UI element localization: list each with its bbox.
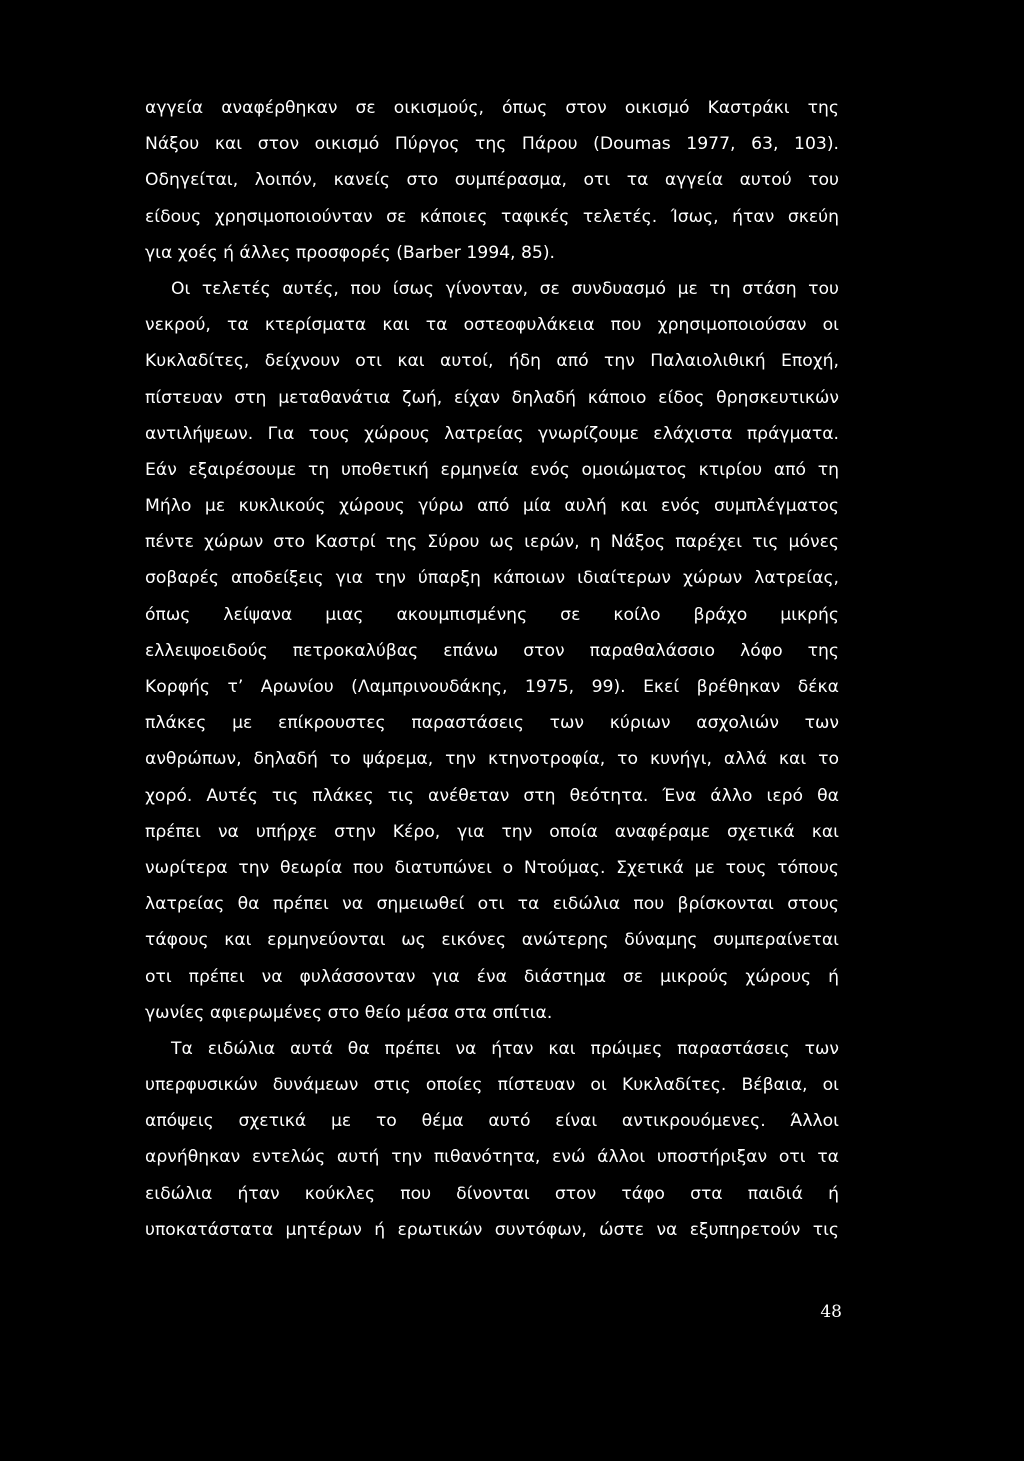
text-line: υποκατάστατα μητέρων ή ερωτικών συντόφων, ώστε να εξυπηρετούν τις	[145, 1219, 839, 1240]
text-line: αγγεία αναφέρθηκαν σε οικισμούς, όπως στον οικισμό Καστράκι της	[145, 98, 839, 118]
text-line: νεκρού, τα κτερίσματα και τα οστεοφυλάκεια που χρησιμοποιούσαν οι	[145, 315, 839, 336]
text-line: Νάξου και στον οικισμό Πύργος της Πάρου (Doumas 1977, 63, 103).	[145, 134, 839, 155]
text-line: νωρίτερα την θεωρία που διατυπώνει ο Ντούμας. Σχετικά με τους τόπους	[145, 857, 839, 878]
text-line: πίστευαν στη μεταθανάτια ζωή, είχαν δηλαδή κάποιο είδος θρησκευτικών	[145, 387, 839, 408]
text-line: ανθρώπων, δηλαδή το ψάρεμα, την κτηνοτροφία, το κυνήγι, αλλά και το	[145, 749, 839, 770]
text-line: Κορφής τ’ Αρωνίου (Λαμπρινουδάκης, 1975, 99). Εκεί βρέθηκαν δέκα	[145, 677, 839, 697]
text-line: Μήλο με κυκλικούς χώρους γύρω από μία αυλή και ενός συμπλέγματος	[145, 496, 839, 517]
text-line: είδους χρησιμοποιούνταν σε κάποιες ταφικές τελετές. Ίσως, ήταν σκεύη	[145, 206, 839, 227]
text-line: οτι πρέπει να φυλάσσονταν για ένα διάστημα σε μικρούς χώρους ή	[145, 966, 839, 987]
page-number: 48	[820, 1302, 842, 1322]
text-line: σοβαρές αποδείξεις για την ύπαρξη κάποιων ιδιαίτερων χώρων λατρείας,	[145, 568, 839, 589]
text-line: τάφους και ερμηνεύονται ως εικόνες ανώτερης δύναμης συμπεραίνεται	[145, 930, 839, 951]
text-line: πέντε χώρων στο Καστρί της Σύρου ως ιερών, η Νάξος παρέχει τις μόνες	[145, 532, 839, 553]
paragraph-1	[145, 90, 839, 271]
text-line: Οι τελετές αυτές, που ίσως γίνονταν, σε συνδυασμό με τη στάση του	[171, 278, 839, 299]
paragraph-2	[145, 271, 839, 1031]
text-line: λατρείας θα πρέπει να σημειωθεί οτι τα ειδώλια που βρίσκονται στους	[145, 894, 839, 915]
text-line: πρέπει να υπήρχε στην Κέρο, για την οποία αναφέραμε σχετικά και	[145, 821, 839, 842]
text-line: Τα ειδώλια αυτά θα πρέπει να ήταν και πρώιμες παραστάσεις των	[171, 1038, 839, 1059]
body-text	[145, 90, 839, 1248]
text-line: γωνίες αφιερωμένες στο θείο μέσα στα σπίτια.	[145, 1002, 553, 1023]
text-line: πλάκες με επίκρουστες παραστάσεις των κύριων ασχολιών των	[145, 713, 839, 734]
text-line: Κυκλαδίτες, δείχνουν οτι και αυτοί, ήδη από την Παλαιολιθική Εποχή,	[145, 351, 839, 372]
paragraph-3	[145, 1031, 839, 1248]
text-line: αντιλήψεων. Για τους χώρους λατρείας γνωρίζουμε ελάχιστα πράγματα.	[145, 423, 839, 444]
text-line: ελλειψοειδούς πετροκαλύβας επάνω στον παραθαλάσσιο λόφο της	[145, 640, 839, 661]
text-line: ειδώλια ήταν κούκλες που δίνονται στον τάφο στα παιδιά ή	[145, 1183, 839, 1204]
text-line: όπως λείψανα μιας ακουμπισμένης σε κοίλο βράχο μικρής	[145, 604, 839, 625]
text-line: απόψεις σχετικά με το θέμα αυτό είναι αντικρουόμενες. Άλλοι	[145, 1111, 839, 1132]
text-line: χορό. Αυτές τις πλάκες τις ανέθεταν στη θεότητα. Ένα άλλο ιερό θα	[145, 785, 839, 806]
text-line: για χοές ή άλλες προσφορές (Barber 1994, 85).	[145, 242, 556, 263]
text-line: υπερφυσικών δυνάμεων στις οποίες πίστευαν οι Κυκλαδίτες. Βέβαια, οι	[145, 1075, 839, 1096]
text-line: Οδηγείται, λοιπόν, κανείς στο συμπέρασμα, οτι τα αγγεία αυτού του	[145, 170, 839, 191]
text-line: αρνήθηκαν εντελώς αυτή την πιθανότητα, ενώ άλλοι υποστήριξαν οτι τα	[145, 1147, 839, 1168]
text-line: Εάν εξαιρέσουμε τη υποθετική ερμηνεία ενός ομοιώματος κτιρίου από τη	[145, 459, 839, 480]
